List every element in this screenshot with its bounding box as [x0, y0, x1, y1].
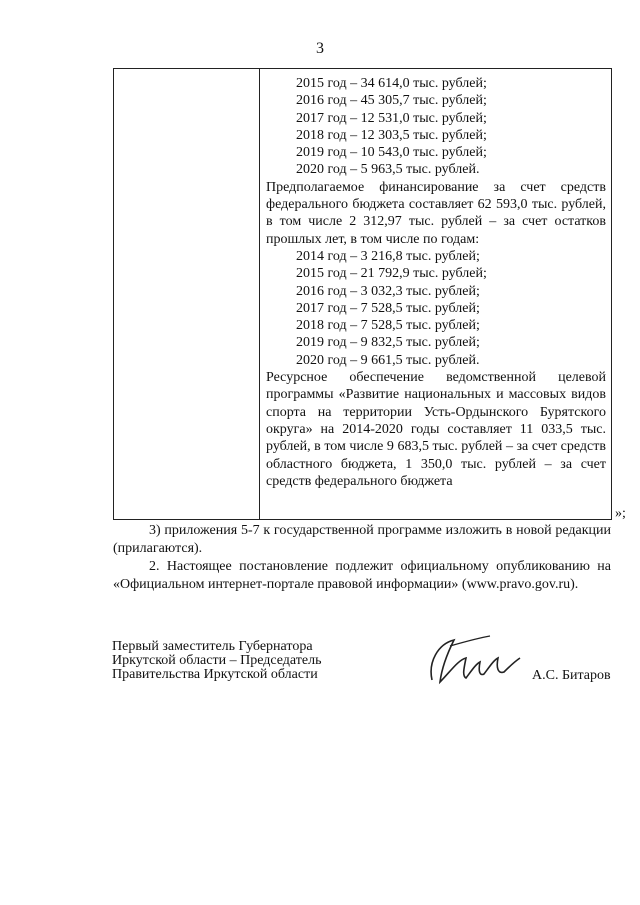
year-line: 2017 год – 12 531,0 тыс. рублей;	[296, 110, 487, 126]
year-line: 2019 год – 10 543,0 тыс. рублей;	[296, 145, 487, 161]
year-line: 2019 год – 9 832,5 тыс. рублей;	[296, 335, 480, 351]
signer-line: Правительства Иркутской области	[112, 667, 318, 682]
signer-name: А.С. Битаров	[532, 668, 611, 683]
program-table	[113, 68, 612, 520]
signer-block	[112, 640, 321, 682]
page-number: 3	[316, 40, 324, 57]
handwritten-signature	[420, 632, 525, 694]
year-line: 2020 год – 9 661,5 тыс. рублей.	[296, 352, 480, 368]
year-line: 2014 год – 3 216,8 тыс. рублей;	[296, 248, 480, 264]
funding-cell	[266, 75, 606, 490]
year-line: 2018 год – 12 303,5 тыс. рублей;	[296, 127, 487, 143]
resource-text: Ресурсное обеспечение ведомственной целевой программы «Развитие национальных и массовых видов спорта на территории Усть-Ордынского Бурятского округа» на 2014-2020 годы составляет 11 033,5 тыс. рублей, в том числе 9 683,5 тыс. рублей – за счет средств областного бюджета, 1 350,0 тыс. рублей – за счет средств федерального бюджета	[266, 370, 606, 489]
column-divider	[259, 69, 260, 519]
closing-quote: »;	[615, 506, 626, 521]
federal-funding-text: Предполагаемое финансирование за счет средств федерального бюджета составляет 62 593,0 тыс. рублей, в том числе 2 312,97 тыс. рублей – за счет остатков прошлых лет, в том числе по годам:	[266, 179, 606, 247]
year-line: 2016 год – 3 032,3 тыс. рублей;	[296, 283, 480, 299]
year-line: 2018 год – 7 528,5 тыс. рублей;	[296, 318, 480, 334]
signer-line: Первый заместитель Губернатора	[112, 639, 313, 654]
year-line: 2015 год – 21 792,9 тыс. рублей;	[296, 266, 487, 282]
paragraph-item-3: 3) приложения 5-7 к государственной программе изложить в новой редакции (прилагаются).	[113, 523, 611, 556]
paragraph-publication: 2. Настоящее постановление подлежит официальному опубликованию на «Официальном интернет-портале правовой информации» (www.pravo.gov.ru).	[113, 559, 611, 592]
year-line: 2017 год – 7 528,5 тыс. рублей;	[296, 300, 480, 316]
signer-line: Иркутской области – Председатель	[112, 653, 322, 668]
year-line: 2015 год – 34 614,0 тыс. рублей;	[296, 76, 487, 91]
year-line: 2016 год – 45 305,7 тыс. рублей;	[296, 93, 487, 109]
year-line: 2020 год – 5 963,5 тыс. рублей.	[296, 162, 480, 178]
